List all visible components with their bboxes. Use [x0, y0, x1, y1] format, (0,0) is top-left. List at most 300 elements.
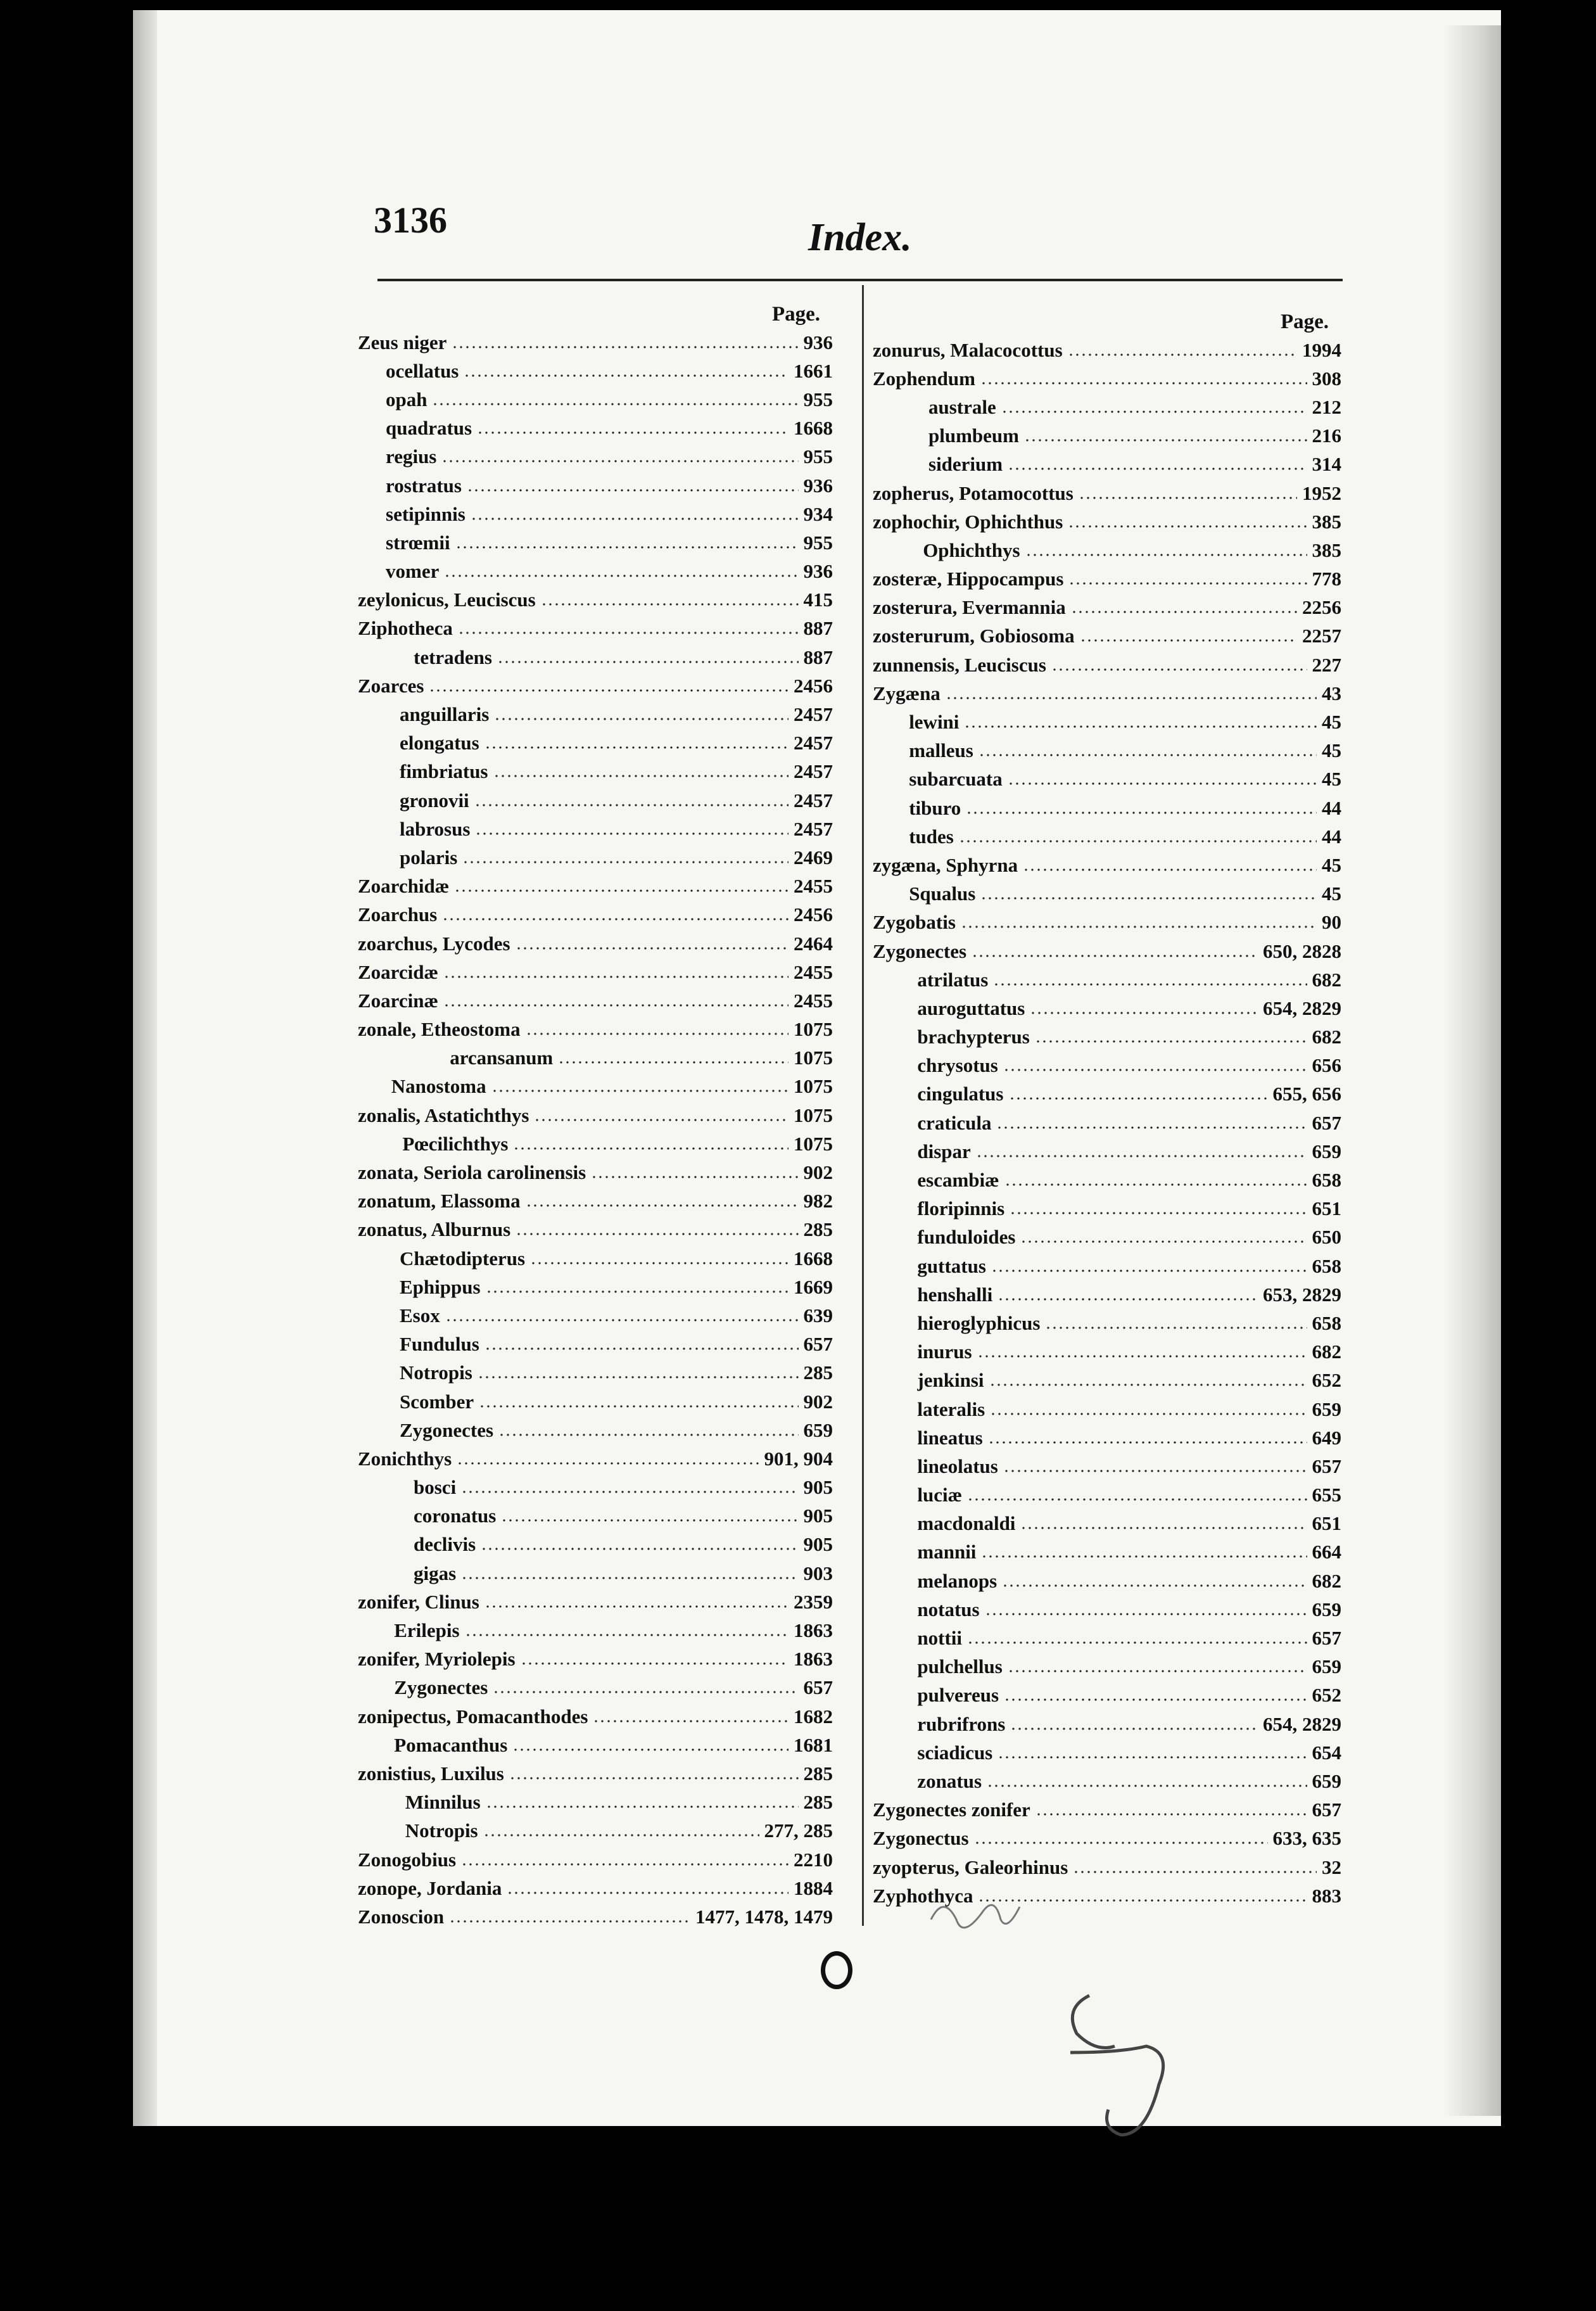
- entry-name: Zygonectes: [400, 1418, 494, 1441]
- entry-name: Erilepis: [394, 1619, 460, 1642]
- index-entries: [873, 336, 1341, 1910]
- leader-dots: [467, 489, 799, 492]
- entry-name: Zygæna: [873, 682, 940, 704]
- entry-page: 655, 656: [1272, 1083, 1341, 1105]
- entry-name: zonifer, Myriolepis: [358, 1648, 516, 1671]
- leader-dots: [484, 746, 788, 749]
- index-entry: [873, 364, 1341, 393]
- index-entry: [873, 1881, 1341, 1910]
- leader-dots: [980, 382, 1307, 385]
- entry-page: 658: [1312, 1254, 1341, 1277]
- entry-name: ocellatus: [386, 359, 459, 382]
- index-entry: [873, 479, 1341, 507]
- entry-name: funduloides: [917, 1226, 1016, 1249]
- leader-dots: [966, 812, 1317, 814]
- entry-name: rostratus: [386, 474, 462, 497]
- entry-name: Notropis: [400, 1361, 472, 1384]
- index-entry: [358, 1902, 833, 1931]
- entry-name: zonatus, Alburnus: [358, 1218, 511, 1241]
- entry-name: sciadicus: [917, 1741, 993, 1764]
- entry-name: zoarchus, Lycodes: [358, 932, 510, 955]
- entry-name: zyopterus, Galeorhinus: [873, 1856, 1068, 1878]
- index-entry: [358, 929, 833, 958]
- leader-dots: [1068, 525, 1307, 528]
- leader-dots: [980, 897, 1317, 900]
- entry-name: guttatus: [917, 1254, 986, 1277]
- entry-name: hieroglyphicus: [917, 1311, 1041, 1334]
- leader-dots: [481, 1548, 798, 1550]
- entry-page: 2457: [794, 789, 833, 812]
- index-entry: [873, 1481, 1341, 1510]
- entry-name: auroguttatus: [917, 996, 1025, 1019]
- entry-name: pulvereus: [917, 1684, 999, 1707]
- leader-dots: [1036, 1813, 1307, 1816]
- entry-page: 655: [1312, 1484, 1341, 1506]
- entry-page: 887: [803, 646, 833, 668]
- index-entry: [873, 393, 1341, 421]
- entry-page: 657: [803, 1676, 833, 1699]
- entry-name: Zygobatis: [873, 911, 956, 934]
- index-entry: [873, 708, 1341, 736]
- entry-name: setipinnis: [386, 502, 466, 525]
- entry-page: 650: [1312, 1226, 1341, 1249]
- index-entry: [873, 794, 1341, 822]
- index-entry: [358, 1645, 833, 1674]
- leader-dots: [1024, 439, 1307, 442]
- leader-dots: [1073, 1871, 1317, 1873]
- leader-dots: [985, 1613, 1307, 1615]
- index-entry: [873, 1452, 1341, 1480]
- leader-dots: [993, 983, 1307, 986]
- entry-page: 1477, 1478, 1479: [695, 1905, 833, 1928]
- entry-name: Ziphotheca: [358, 617, 453, 640]
- entry-name: inurus: [917, 1340, 972, 1363]
- entry-page: 2469: [794, 846, 833, 869]
- leader-dots: [558, 1061, 788, 1064]
- entry-page: 227: [1312, 653, 1341, 676]
- entry-page: 651: [1312, 1512, 1341, 1535]
- leader-dots: [464, 374, 788, 377]
- entry-name: zonalis, Astatichthys: [358, 1104, 529, 1126]
- leader-dots: [449, 1920, 690, 1923]
- entry-name: Minnilus: [405, 1791, 481, 1814]
- index-entry: [873, 1195, 1341, 1223]
- entry-page: 44: [1322, 796, 1341, 819]
- entry-name: zonale, Etheostoma: [358, 1018, 521, 1041]
- entry-page: 415: [803, 589, 833, 611]
- entry-page: 1681: [794, 1733, 833, 1756]
- entry-name: atrilatus: [917, 968, 989, 991]
- entry-page: 45: [1322, 711, 1341, 734]
- entry-page: 654, 2829: [1263, 996, 1341, 1019]
- entry-name: zonipectus, Pomacanthodes: [358, 1705, 588, 1728]
- entry-name: australe: [928, 395, 996, 418]
- entry-name: opah: [386, 388, 428, 411]
- index-entry: [873, 1767, 1341, 1795]
- entry-page: 633, 635: [1272, 1827, 1341, 1850]
- index-entry: [358, 1216, 833, 1244]
- entry-page: 1668: [794, 417, 833, 440]
- index-entry: [873, 1338, 1341, 1366]
- leader-dots: [998, 1756, 1307, 1759]
- index-entry: [358, 1502, 833, 1531]
- entry-name: zeylonicus, Leuciscus: [358, 589, 536, 611]
- entry-name: zonatum, Elassoma: [358, 1190, 521, 1213]
- entry-page: 682: [1312, 968, 1341, 991]
- leader-dots: [509, 1777, 799, 1779]
- leader-dots: [1035, 1040, 1307, 1043]
- leader-dots: [959, 840, 1317, 843]
- leader-dots: [1020, 1240, 1307, 1243]
- entry-page: 652: [1312, 1369, 1341, 1392]
- entry-page: 652: [1312, 1684, 1341, 1707]
- index-entry: [358, 1187, 833, 1216]
- entry-page: 285: [803, 1218, 833, 1241]
- leader-dots: [491, 1090, 788, 1092]
- index-entry: [873, 965, 1341, 994]
- index-entry: [873, 651, 1341, 679]
- entry-name: anguillaris: [400, 703, 490, 726]
- index-entry: [873, 1366, 1341, 1395]
- entry-name: malleus: [909, 739, 973, 762]
- index-entry: [358, 528, 833, 557]
- entry-name: Zoarcidæ: [358, 960, 438, 983]
- leader-dots: [1045, 1327, 1307, 1329]
- entry-page: 905: [803, 1533, 833, 1556]
- index-entry: [873, 1280, 1341, 1309]
- entry-name: Zoarcinæ: [358, 989, 438, 1012]
- index-entry: [873, 1137, 1341, 1166]
- entry-page: 1669: [794, 1275, 833, 1298]
- index-entry: [873, 507, 1341, 536]
- index-entry: [358, 1273, 833, 1301]
- index-entry: [873, 994, 1341, 1022]
- entry-page: 955: [803, 445, 833, 468]
- leader-dots: [461, 1863, 788, 1866]
- leader-dots: [978, 754, 1317, 756]
- entry-name: cingulatus: [917, 1083, 1004, 1105]
- entry-page: 1863: [794, 1619, 833, 1642]
- index-entry: [358, 986, 833, 1015]
- entry-page: 639: [803, 1304, 833, 1327]
- index-entry: [358, 815, 833, 843]
- entry-page: 1075: [794, 1047, 833, 1069]
- page-column-label: Page.: [1280, 310, 1329, 333]
- leader-dots: [507, 1892, 788, 1894]
- leader-dots: [526, 1033, 788, 1035]
- entry-name: Zygonectes: [394, 1676, 488, 1699]
- index-entry: [873, 1252, 1341, 1280]
- entry-name: Zygonectus: [873, 1827, 969, 1850]
- entry-name: Zoarces: [358, 674, 424, 697]
- leader-dots: [497, 661, 799, 663]
- leader-dots: [445, 1319, 799, 1321]
- index-entry: [873, 1824, 1341, 1853]
- leader-dots: [1071, 611, 1297, 613]
- index-column-left: [358, 303, 833, 1932]
- leader-dots: [479, 1405, 798, 1408]
- entry-name: zosteræ, Hippocampus: [873, 568, 1064, 590]
- entry-page: 905: [803, 1476, 833, 1499]
- entry-page: 216: [1312, 424, 1341, 447]
- leader-dots: [974, 1842, 1268, 1844]
- leader-dots: [981, 1555, 1307, 1558]
- leader-dots: [1068, 582, 1307, 585]
- index-entry: [358, 586, 833, 614]
- index-entry: [358, 1616, 833, 1645]
- entry-name: henshalli: [917, 1283, 993, 1306]
- leader-dots: [441, 460, 798, 462]
- index-entry: [873, 1538, 1341, 1567]
- leader-dots: [493, 1691, 798, 1693]
- leader-dots: [429, 689, 788, 692]
- entry-name: zonatus: [917, 1769, 982, 1792]
- index-entries: [358, 328, 833, 1932]
- leader-dots: [432, 403, 798, 405]
- leader-dots: [462, 861, 788, 863]
- index-entry: [873, 1567, 1341, 1595]
- entry-name: Zoarchidæ: [358, 875, 450, 898]
- index-entry: [358, 1015, 833, 1044]
- index-entry: [358, 557, 833, 586]
- entry-page: 314: [1312, 453, 1341, 476]
- index-entry: [358, 1731, 833, 1759]
- entry-page: 2457: [794, 703, 833, 726]
- page-edge-shadow: [1444, 25, 1501, 2116]
- index-entry: [358, 1817, 833, 1845]
- leader-dots: [461, 1577, 798, 1579]
- entry-name: strœmii: [386, 531, 450, 554]
- leader-dots: [1068, 353, 1297, 356]
- entry-name: nottii: [917, 1627, 963, 1650]
- entry-page: 657: [803, 1333, 833, 1356]
- entry-name: zosterurum, Gobiosoma: [873, 625, 1075, 647]
- leader-dots: [530, 1262, 788, 1264]
- index-entry: [358, 1158, 833, 1187]
- index-entry: [873, 450, 1341, 479]
- entry-page: 901, 904: [764, 1447, 833, 1470]
- leader-dots: [1030, 1012, 1258, 1014]
- entry-name: Ephippus: [400, 1275, 481, 1298]
- entry-page: 2457: [794, 817, 833, 840]
- index-entry: [873, 536, 1341, 564]
- page-number: 3136: [374, 200, 447, 241]
- entry-page: 659: [1312, 1140, 1341, 1162]
- entry-name: Chætodipterus: [400, 1247, 526, 1270]
- index-entry: [873, 1796, 1341, 1824]
- entry-name: coronatus: [414, 1505, 497, 1527]
- entry-name: Fundulus: [400, 1333, 479, 1356]
- leader-dots: [526, 1204, 799, 1207]
- index-entry: [358, 414, 833, 443]
- index-entry: [873, 937, 1341, 965]
- entry-name: labrosus: [400, 817, 471, 840]
- entry-name: dispar: [917, 1140, 971, 1162]
- entry-page: 658: [1312, 1169, 1341, 1192]
- index-entry: [358, 443, 833, 471]
- index-entry: [358, 1759, 833, 1788]
- entry-name: Zonoscion: [358, 1905, 445, 1928]
- leader-dots: [1023, 869, 1317, 871]
- index-entry: [873, 1653, 1341, 1681]
- index-entry: [358, 1444, 833, 1473]
- index-entry: [873, 1853, 1341, 1881]
- entry-page: 650, 2828: [1263, 939, 1341, 962]
- index-entry: [873, 422, 1341, 450]
- leader-dots: [967, 1641, 1307, 1644]
- index-entry: [873, 594, 1341, 622]
- entry-page: 2457: [794, 760, 833, 783]
- leader-dots: [474, 804, 788, 806]
- entry-page: 285: [803, 1361, 833, 1384]
- entry-name: craticula: [917, 1111, 992, 1134]
- entry-page: 955: [803, 388, 833, 411]
- entry-page: 32: [1322, 1856, 1341, 1878]
- entry-name: gigas: [414, 1562, 457, 1584]
- leader-dots: [1009, 1097, 1268, 1100]
- entry-page: 308: [1312, 367, 1341, 390]
- index-entry: [358, 1416, 833, 1444]
- leader-dots: [1025, 554, 1307, 556]
- entry-name: Notropis: [405, 1819, 478, 1842]
- entry-page: 1994: [1302, 338, 1341, 361]
- index-entry: [358, 1874, 833, 1902]
- leader-dots: [1008, 782, 1317, 785]
- entry-page: 1075: [794, 1132, 833, 1155]
- entry-page: 936: [803, 560, 833, 583]
- leader-dots: [1003, 1069, 1307, 1071]
- entry-page: 936: [803, 331, 833, 353]
- entry-page: 1668: [794, 1247, 833, 1270]
- entry-page: 654: [1312, 1741, 1341, 1764]
- entry-page: 1661: [794, 359, 833, 382]
- index-entry: [358, 1073, 833, 1101]
- index-entry: [873, 1624, 1341, 1652]
- index-entry: [873, 765, 1341, 794]
- index-entry: [873, 1710, 1341, 1738]
- leader-dots: [977, 1355, 1307, 1358]
- leader-dots: [1010, 1212, 1307, 1214]
- leader-dots: [1079, 497, 1297, 499]
- entry-name: lineolatus: [917, 1455, 998, 1477]
- leader-dots: [988, 1441, 1307, 1444]
- leader-dots: [494, 718, 788, 720]
- entry-page: 45: [1322, 853, 1341, 876]
- entry-page: 45: [1322, 739, 1341, 762]
- entry-name: Zonichthys: [358, 1447, 452, 1470]
- entry-name: zygæna, Sphyrna: [873, 853, 1018, 876]
- entry-name: zopherus, Potamocottus: [873, 481, 1074, 504]
- entry-name: Scomber: [400, 1390, 474, 1413]
- entry-page: 1075: [794, 1104, 833, 1126]
- leader-dots: [1001, 411, 1307, 413]
- entry-name: elongatus: [400, 732, 479, 754]
- entry-page: 657: [1312, 1627, 1341, 1650]
- index-entry: [873, 1223, 1341, 1252]
- entry-name: zonistius, Luxilus: [358, 1762, 504, 1785]
- index-entry: [873, 908, 1341, 937]
- leader-dots: [458, 632, 799, 634]
- entry-page: 45: [1322, 882, 1341, 905]
- index-entry: [873, 1023, 1341, 1052]
- entry-page: 212: [1312, 395, 1341, 418]
- index-entry: [358, 1101, 833, 1130]
- leader-dots: [987, 1785, 1307, 1787]
- index-entry: [873, 1080, 1341, 1109]
- index-entry: [873, 880, 1341, 908]
- column-divider: [862, 285, 864, 1926]
- entry-page: 664: [1312, 1541, 1341, 1563]
- page-gutter-shadow: [133, 10, 157, 2126]
- entry-page: 2257: [1302, 625, 1341, 647]
- entry-page: 44: [1322, 825, 1341, 848]
- index-entry: [358, 643, 833, 672]
- entry-page: 659: [1312, 1598, 1341, 1620]
- page-title: Index.: [808, 216, 912, 259]
- leader-dots: [516, 1233, 798, 1235]
- leader-dots: [443, 1004, 788, 1007]
- leader-dots: [1004, 1183, 1307, 1186]
- leader-dots: [967, 1498, 1307, 1501]
- entry-name: fimbriatus: [400, 760, 488, 783]
- leader-dots: [591, 1176, 798, 1178]
- header-rule: [377, 279, 1343, 281]
- leader-dots: [454, 889, 788, 892]
- entry-page: 2456: [794, 903, 833, 926]
- entry-name: siderium: [928, 453, 1003, 476]
- index-entry: [358, 1588, 833, 1616]
- leader-dots: [513, 1147, 788, 1150]
- entry-name: tudes: [909, 825, 954, 848]
- entry-page: 2455: [794, 875, 833, 898]
- entry-name: Pomacanthus: [394, 1733, 508, 1756]
- entry-name: declivis: [414, 1533, 476, 1556]
- entry-page: 285: [803, 1762, 833, 1785]
- leader-dots: [1080, 639, 1297, 642]
- entry-name: jenkinsi: [917, 1369, 984, 1392]
- leader-dots: [486, 1290, 788, 1293]
- entry-page: 651: [1312, 1197, 1341, 1220]
- leader-dots: [475, 832, 788, 835]
- index-entry: [358, 1702, 833, 1731]
- index-entry: [358, 328, 833, 357]
- entry-page: 659: [803, 1418, 833, 1441]
- entry-name: lateralis: [917, 1397, 985, 1420]
- leader-dots: [457, 1462, 759, 1465]
- entry-name: regius: [386, 445, 437, 468]
- index-entry: [358, 1044, 833, 1073]
- index-entry: [873, 1510, 1341, 1538]
- entry-name: zonurus, Malacocottus: [873, 338, 1063, 361]
- index-column-right: [873, 310, 1341, 1910]
- entry-name: quadratus: [386, 417, 472, 440]
- entry-name: tiburo: [909, 796, 961, 819]
- entry-name: Zygonectes zonifer: [873, 1799, 1030, 1821]
- entry-name: floripinnis: [917, 1197, 1005, 1220]
- entry-name: mannii: [917, 1541, 977, 1563]
- index-entry: [358, 901, 833, 929]
- entry-page: 934: [803, 502, 833, 525]
- leader-dots: [1010, 1728, 1258, 1730]
- leader-dots: [461, 1491, 798, 1493]
- leader-dots: [1008, 1670, 1307, 1672]
- entry-name: pulchellus: [917, 1655, 1003, 1678]
- entry-name: melanops: [917, 1569, 998, 1592]
- index-entry: [873, 1052, 1341, 1080]
- index-entry: [358, 758, 833, 786]
- entry-name: gronovii: [400, 789, 469, 812]
- entry-page: 45: [1322, 768, 1341, 791]
